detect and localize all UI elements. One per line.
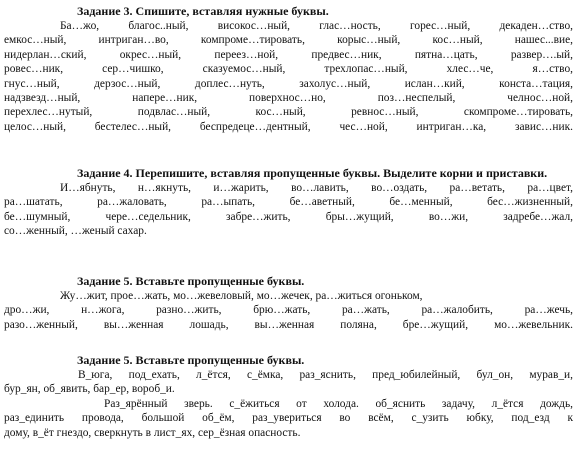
task-5a bbox=[4, 273, 573, 332]
task-3-line: перехлес…нутый, подвлас…ный, кос…ный, ревнос…ный, скомпроме…тировать, bbox=[4, 106, 573, 119]
task-5b-title: Задание 5. Вставьте пропущенные буквы. bbox=[77, 353, 305, 367]
task-5b bbox=[4, 352, 573, 440]
task-3-line: ровес…ник, сер…чишко, сказуемос…ный, трехлопас…ный, хлес…че, я…ство, bbox=[4, 63, 573, 76]
task-3-line: надзвезд…ный, напере…ник, поверхнос…но, поз…неспелый, челнос…ной, bbox=[4, 92, 573, 105]
task-4-line: ра…шатать, ра…жаловать, ра…ыпать, бе…аветный, бе…менный, бес…жизненный, bbox=[4, 196, 573, 209]
task-5b-line: дому, в_ёт гнездо, сверкнуть в лист_ях, сер_ёзная опасность. bbox=[4, 426, 301, 439]
task-5b-line: бур_ян, об_явить, бар_ер, вороб_и. bbox=[4, 383, 175, 396]
task-4-line: И…ябнуть, н…якнуть, и…жарить, во…лавить, во…оздать, ра…ветать, ра…цвет, bbox=[60, 182, 573, 194]
task-3-line: гнус…ный, дерзос…ный, доплес…нуть, захолус…ный, ислан…кий, конста…тация, bbox=[4, 77, 573, 90]
task-5b-line: В_юга, под_ехать, л_ётся, с_ёмка, раз_яснить, пред_юбилейный, бул_он, мурав_и, bbox=[78, 369, 573, 381]
task-3-line: целос…ный, бестелес…ный, беспредеце…дентный, чес…ной, интриган…ка, завис…ник. bbox=[4, 120, 573, 133]
task-5b-line: Раз_ярённый зверь. с_ёжиться от холода. об_яснить задачу, л_ётся дождь, bbox=[104, 397, 573, 410]
task-5a-line: Жу…жит, прое…жать, мо…жевеловый, мо…жечек, ра…житься огоньком, bbox=[60, 290, 423, 302]
task-3-title: Задание 3. Спишите, вставляя нужные буквы. bbox=[77, 4, 329, 18]
task-5a-line: разо…женный, вы…женная лошадь, вы…женная поляна, бре…жущий, мо…жевельник. bbox=[4, 318, 573, 331]
task-3-line: емкос…ный, интриган…во, компроме…тировать, корыс…ный, кос…ный, нашес...вие, bbox=[4, 34, 573, 47]
task-4-line: бе…шумный, чере…седельник, забре…жить, бры…жущий, во…жи, задребе…жал, bbox=[4, 210, 573, 223]
task-3 bbox=[4, 3, 573, 134]
task-3-line: нидерлан…ский, окрес…ный, переез…ной, предвес…ник, пятна…цать, развер….ый, bbox=[4, 48, 573, 61]
task-4 bbox=[4, 165, 573, 239]
task-5a-title: Задание 5. Вставьте пропущенные буквы. bbox=[77, 274, 305, 288]
task-4-title: Задание 4. Перепишите, вставляя пропущенные буквы. Выделите корни и приставки. bbox=[77, 166, 548, 180]
task-5a-line: дро…жи, н…жога, разно…жить, брю…жать, ра…жать, ра…жалобить, ра…жечь, bbox=[4, 304, 573, 317]
task-5b-line: раз_единить провода, большой об_ём, раз_увериться во всём, с_узить юбку, под_езд к bbox=[4, 412, 573, 425]
task-4-line: со…женный, …женый сахар. bbox=[4, 225, 147, 238]
task-3-line: Ба…жо, благос..ный, високос…ный, глас…ность, горес…ный, декаден…ство, bbox=[60, 20, 573, 32]
